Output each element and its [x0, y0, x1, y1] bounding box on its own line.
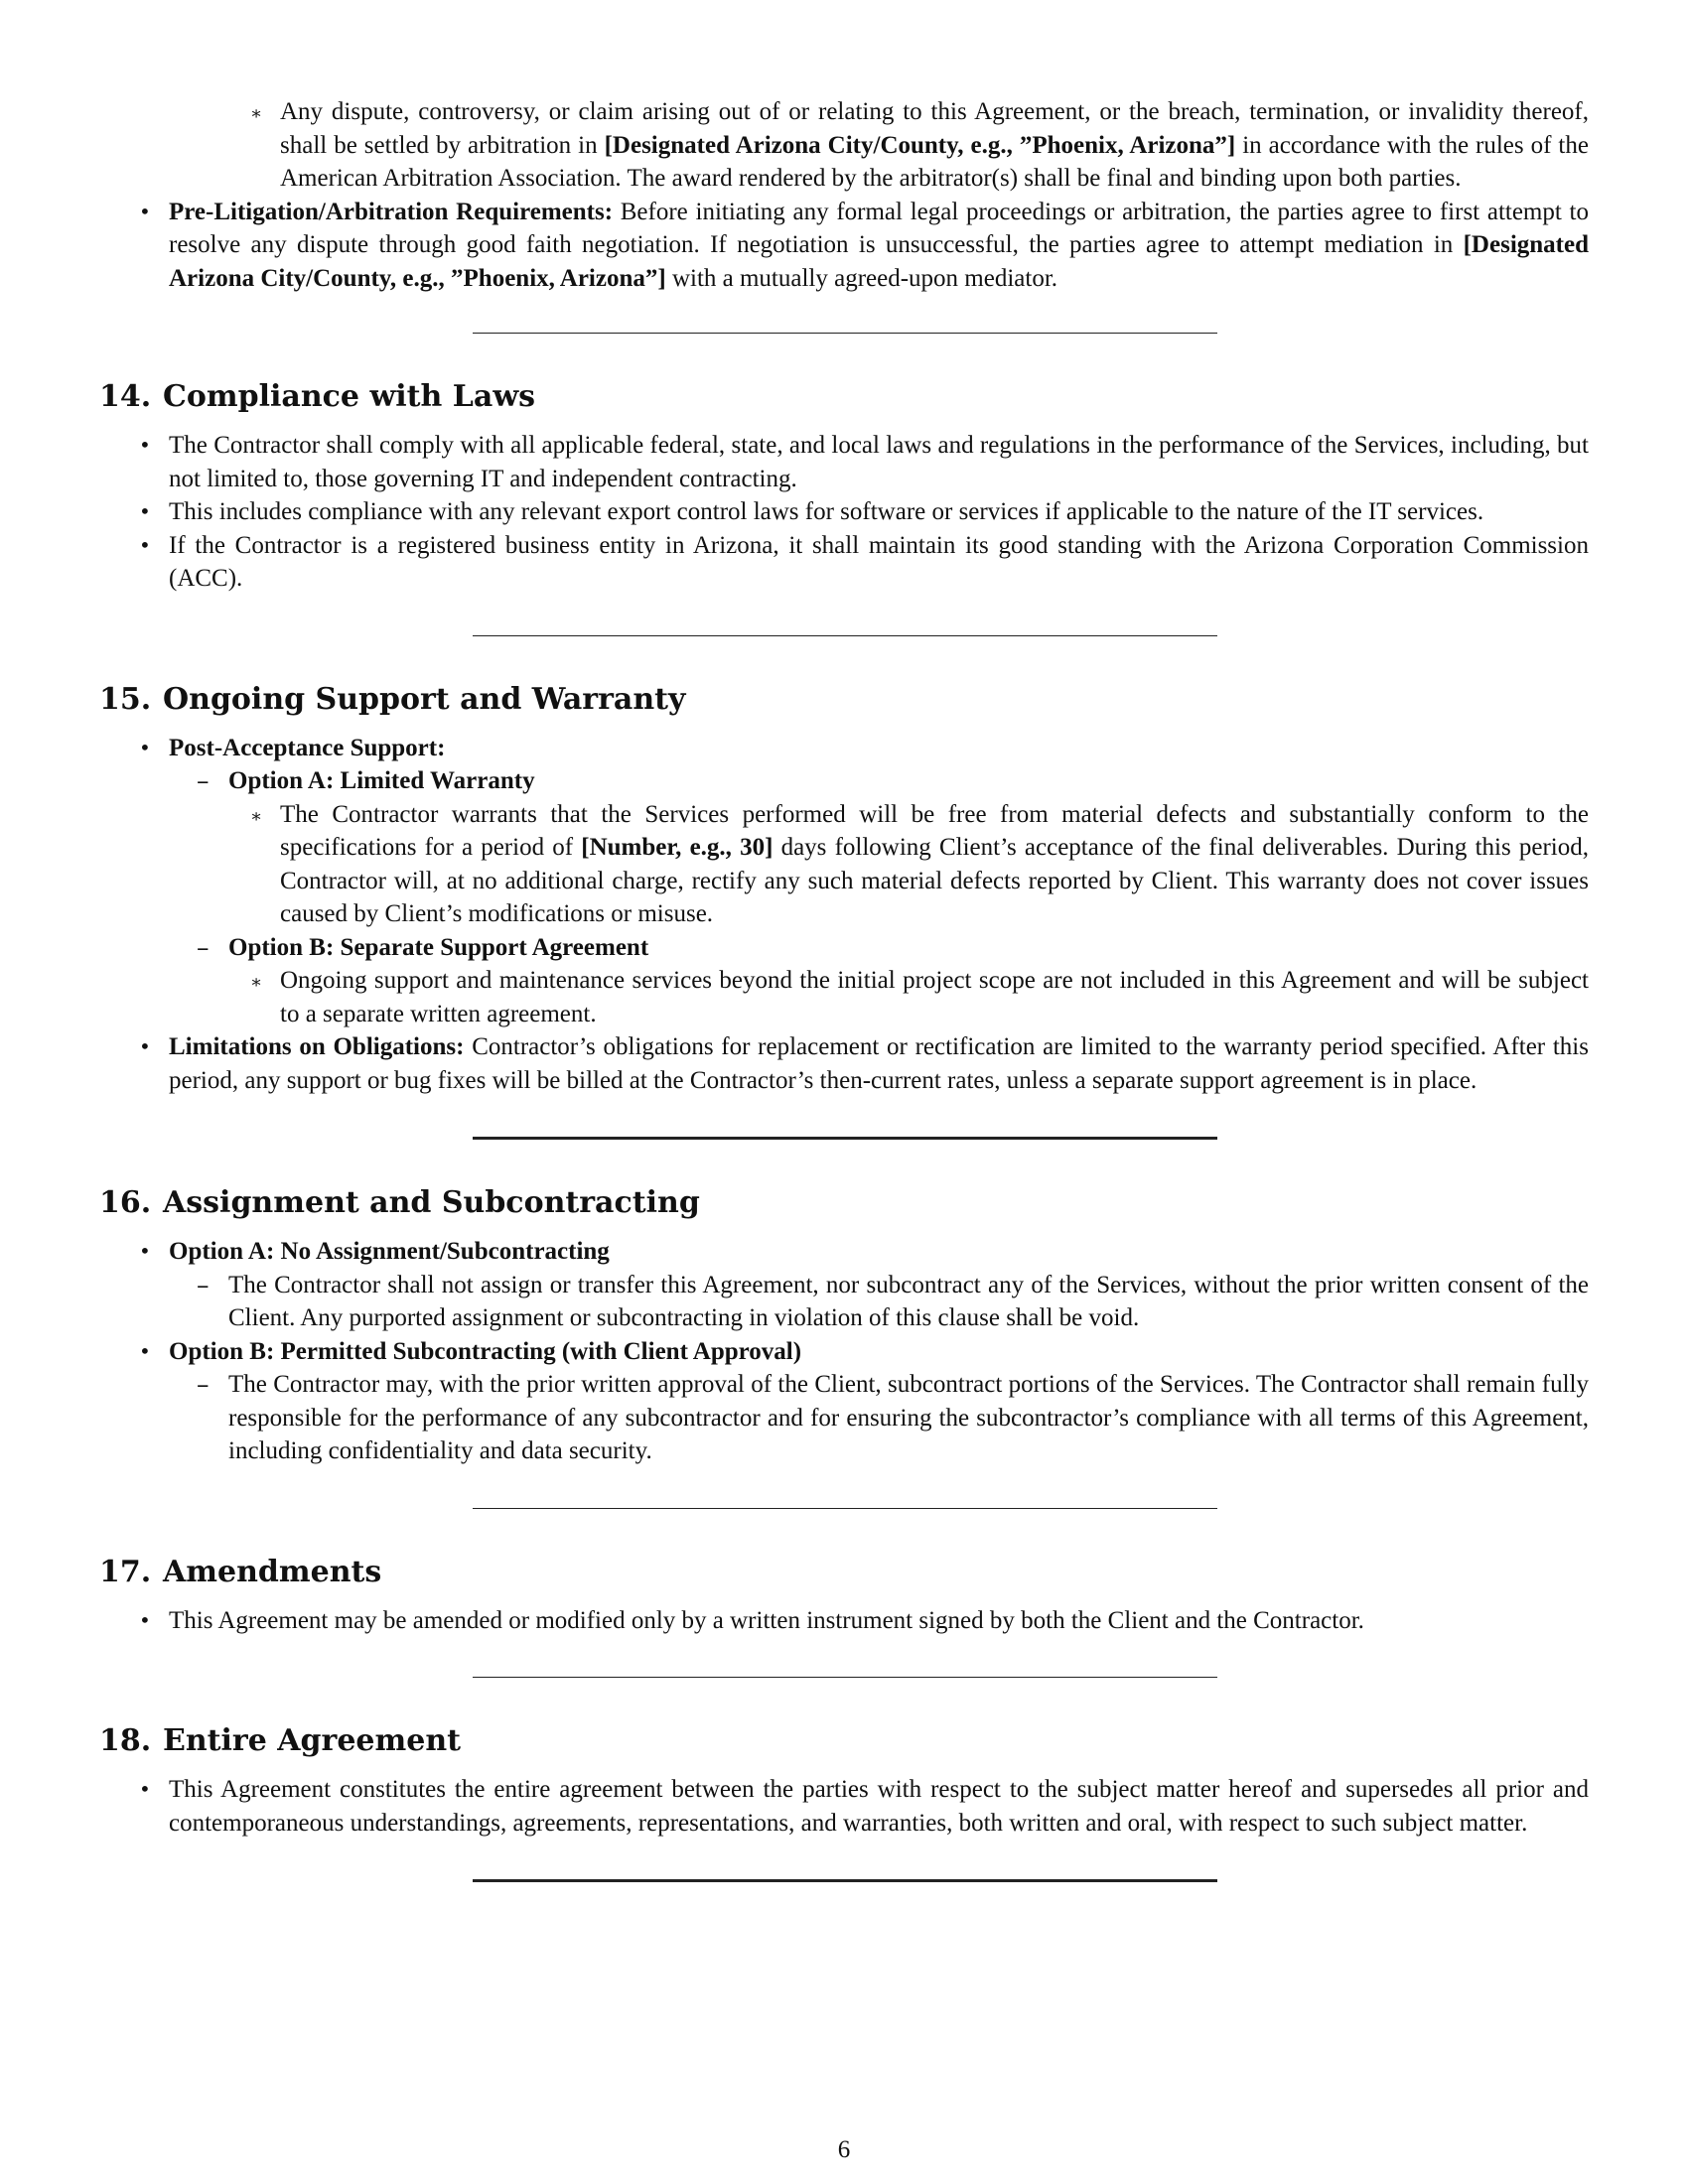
post-acceptance-item: [99, 732, 1589, 765]
section-title: Amendments: [163, 1554, 382, 1589]
section-title: Ongoing Support and Warranty: [163, 681, 686, 717]
arbitration-text-post: in accordance with the rules of the American Arbitration Association. The award rendered by the arbitrator(s) shall be final and binding upon both parties.: [280, 131, 1589, 192]
limitations-text: Contractor’s obligations for replacement or rectification are limited to the warranty period specified. After this period, any support or bug fixes will be billed at the Contractor’s then-current rates, unless a separate support agreement is in place.: [169, 1033, 1589, 1094]
pre-litigation-text-a: Before initiating any formal legal proceedings or arbitration, the parties agree to first attempt to resolve any dispute through good faith negotiation. If negotiation is unsuccessful, the parties agree to attempt mediation in: [169, 198, 1590, 258]
bullet-marker: •: [139, 1338, 151, 1363]
section-number: 16.: [99, 1185, 152, 1220]
bullet-marker: •: [139, 499, 151, 523]
dash-marker: –: [197, 932, 210, 962]
limitations-label: Limitations on Obligations:: [169, 1033, 465, 1060]
assignment-option-b: [99, 1335, 1589, 1369]
pre-litigation-item: [99, 196, 1589, 296]
list-item-text: This includes compliance with any relevant export control laws for software or services if applicable to the nature of the IT services.: [169, 498, 1484, 525]
section-14-heading: [99, 377, 1589, 417]
bullet-marker: •: [139, 532, 151, 557]
list-item: [99, 495, 1589, 529]
section-17-heading: [99, 1553, 1589, 1592]
warranty-text-pre: The Contractor warrants that the Services performed will be free from material defects and substantially conform to the specifications for a period of: [280, 800, 1589, 861]
list-item: [99, 1773, 1589, 1840]
limitations-item: [99, 1030, 1589, 1097]
list-item: [99, 529, 1589, 596]
option-b-label: Option B: Separate Support Agreement: [228, 933, 649, 961]
page-content: [99, 95, 1589, 1882]
bullet-marker: •: [139, 1607, 151, 1632]
section-title: Compliance with Laws: [163, 379, 536, 414]
option-b-label: Option B: Permitted Subcontracting (with Client Approval): [169, 1337, 802, 1365]
section-18-heading: [99, 1721, 1589, 1761]
warranty-text-post: days following Client’s acceptance of the final deliverables. During this period, Contractor will, at no additional charge, rectify any such material defects reported by Client. This warranty does not cover issues caused by Client’s modifications or misuse.: [280, 834, 1589, 927]
option-a-label: Option A: No Assignment/Subcontracting: [169, 1238, 610, 1265]
pre-litigation-label: Pre-Litigation/Arbitration Requirements:: [169, 198, 614, 225]
section-number: 18.: [99, 1723, 152, 1758]
pre-litigation-text-b: with a mutually agreed-upon mediator.: [665, 264, 1058, 292]
amendments-text: This Agreement may be amended or modified only by a written instrument signed by both the Client and the Contractor.: [169, 1606, 1364, 1634]
warranty-option-b: [99, 931, 1589, 965]
bullet-marker: •: [139, 433, 151, 457]
bullet-marker: •: [139, 735, 151, 759]
option-b-text: Ongoing support and maintenance services beyond the initial project scope are not included in this Agreement and will be subject to a separate written agreement.: [280, 967, 1589, 1027]
option-a-label: Option A: Limited Warranty: [228, 767, 535, 794]
list-item: [99, 1604, 1589, 1638]
page-number: 6: [837, 2136, 851, 2163]
warranty-days-placeholder: [Number, e.g., 30]: [581, 834, 774, 861]
warranty-option-a: [99, 764, 1589, 798]
bullet-marker: •: [139, 199, 151, 223]
section-number: 15.: [99, 681, 152, 717]
bullet-marker: •: [139, 1034, 151, 1058]
star-marker: ∗: [250, 972, 263, 993]
arbitration-placeholder: [Designated Arizona City/County, e.g., ”Phoenix, Arizona”]: [604, 131, 1236, 159]
star-marker: ∗: [250, 805, 263, 827]
warranty-option-a-text: [99, 798, 1589, 931]
section-title: Entire Agreement: [163, 1723, 461, 1758]
entire-agreement-text: This Agreement constitutes the entire agreement between the parties with respect to the subject matter hereof and supersedes all prior and contemporaneous understandings, agreements, representations, and warranties, both written and oral, with respect to such subject matter.: [169, 1776, 1589, 1837]
bullet-marker: •: [139, 1777, 151, 1801]
dash-marker: –: [197, 1370, 210, 1399]
section-16-heading: [99, 1183, 1589, 1223]
section-number: 14.: [99, 379, 152, 414]
section-divider: [473, 1879, 1217, 1882]
bullet-marker: •: [139, 1239, 151, 1263]
dash-marker: –: [197, 1270, 210, 1299]
option-a-text: The Contractor shall not assign or transfer this Agreement, nor subcontract any of the Services, without the prior written consent of the Client. Any purported assignment or subcontracting in violation of this clause shall be void.: [228, 1271, 1589, 1331]
assignment-option-a: [99, 1235, 1589, 1269]
list-item: [99, 429, 1589, 495]
option-b-text: The Contractor may, with the prior written approval of the Client, subcontract portions of the Services. The Contractor shall remain fully responsible for the performance of any subcontractor and for ensuring the subcontractor’s compliance with all terms of this Agreement, including confidentiality and data security.: [228, 1371, 1589, 1464]
mediation-placeholder: [Designated Arizona City/County, e.g., ”Phoenix, Arizona”]: [169, 231, 1589, 292]
dash-marker: –: [197, 766, 210, 795]
arbitration-clause: [99, 95, 1589, 196]
section-15-heading: [99, 680, 1589, 720]
section-title: Assignment and Subcontracting: [163, 1185, 700, 1220]
star-marker: ∗: [250, 103, 263, 124]
assignment-option-b-text: [99, 1368, 1589, 1468]
arbitration-text-pre: Any dispute, controversy, or claim arising out of or relating to this Agreement, or the breach, termination, or invalidity thereof, shall be settled by arbitration in: [280, 98, 1589, 159]
list-item-text: The Contractor shall comply with all applicable federal, state, and local laws and regulations in the performance of the Services, including, but not limited to, those governing IT and independent contracting.: [169, 432, 1589, 492]
list-item-text: If the Contractor is a registered business entity in Arizona, it shall maintain its good standing with the Arizona Corporation Commission (ACC).: [169, 531, 1589, 592]
section-number: 17.: [99, 1554, 152, 1589]
warranty-option-b-text: [99, 964, 1589, 1030]
post-acceptance-label: Post-Acceptance Support:: [169, 734, 446, 761]
assignment-option-a-text: [99, 1269, 1589, 1335]
